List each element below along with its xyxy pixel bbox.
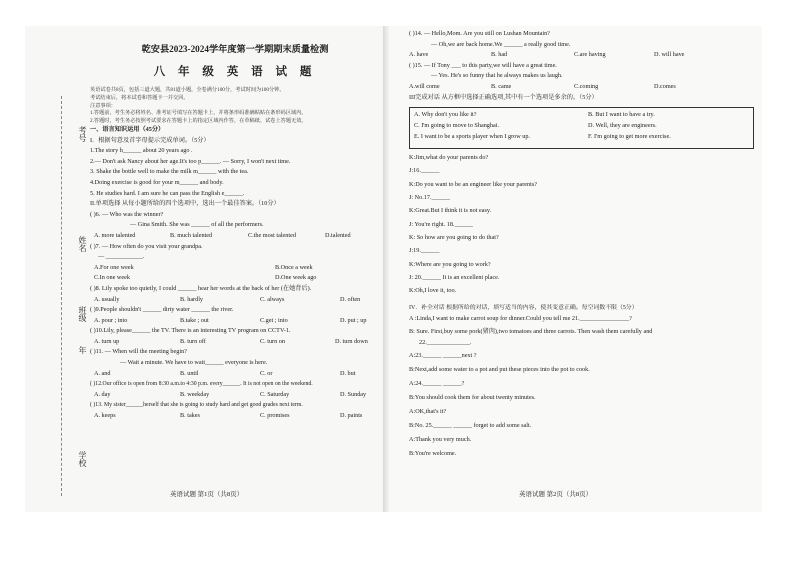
option-c: C.get ; into	[260, 316, 288, 324]
option-a: A. more talented	[94, 231, 136, 239]
scanned-exam-photo	[25, 26, 762, 512]
dialog2-line: B:You should cook them for about twenty minutes.	[409, 393, 536, 401]
dialog2-line: A:Thank you very much.	[409, 435, 472, 443]
left-content	[90, 26, 380, 423]
exam-number-label: 考号	[78, 126, 87, 142]
dialog-line: K:Do you want to be an engineer like your parents?	[409, 180, 538, 188]
dialog2-line: 22.______________.	[419, 338, 472, 346]
option-c: C. promises	[260, 412, 290, 420]
option-a: A. day	[94, 390, 111, 398]
name-label: 姓名	[78, 236, 87, 252]
box-option-f: F. I'm going to get more exercise.	[588, 133, 671, 141]
question-7: ( )7. — How often do you visit your grandpa.	[90, 242, 203, 250]
option-a: A.will come	[409, 82, 440, 90]
option-a: A. keeps	[94, 412, 116, 420]
section1-heading: I．根据句意及首字母提示完成单词。（5分）	[90, 136, 210, 144]
question-2: 2.— Don't ask Nancy about her age.It's too p______. — Sorry, I won't next time.	[90, 157, 291, 165]
question-3: 3. Shake the bottle well to make the milk m______ with the tea.	[90, 168, 249, 176]
option-c: C. or	[260, 369, 273, 377]
binding-dashed-line	[61, 96, 62, 496]
dialog2-line: A:24.______ ______?	[409, 379, 465, 387]
option-c: C.coming	[574, 82, 599, 90]
note-4: 1.答题前，考生务必将姓名、准考证号填写在答题卡上，并将条形码准确粘贴在条形码区域内。	[90, 110, 307, 117]
question-7-line2: — ____________.	[98, 253, 145, 261]
dialog2-line: A:23.______ ______next ?	[409, 351, 477, 359]
dialog-line: K:Oh,I love it, too.	[409, 287, 457, 295]
right-content	[409, 30, 754, 464]
box-option-d: D. Well, they are engineers.	[588, 122, 657, 130]
dialog-line: K: So how are you going to do that?	[409, 233, 499, 241]
question-7-options-row2	[90, 274, 380, 285]
question-9-options	[90, 317, 380, 328]
question-7-options-row1	[90, 264, 380, 275]
option-b: B. much talented	[170, 231, 213, 239]
option-c: C. always	[260, 295, 285, 303]
question-13: ( )13. My sister______herself that she is going to study hard and get good grades next term.	[90, 402, 303, 409]
dialog-line: J:19.______	[409, 247, 440, 255]
question-5: 5. He studies hard. I am sure he can pass the English e______.	[90, 189, 245, 197]
option-d: D.talented	[325, 231, 351, 239]
class-label: 班级	[78, 306, 87, 322]
grade-label: 年	[78, 346, 87, 354]
option-b: B. until	[180, 369, 199, 377]
option-d: D. put ; up	[340, 316, 367, 324]
question-10: ( )10.Lily, please______ the TV. There is an interesting TV program on CCTV-1.	[90, 327, 291, 335]
right-page-footer: 英语试题 第2页（共8页）	[519, 491, 593, 498]
question-11-options	[90, 370, 380, 381]
dialog-line: J:16.______	[409, 167, 440, 175]
box-option-b: B. But I want to have a try.	[588, 111, 655, 119]
question-1: 1.The story h______ about 20 years ago .	[90, 147, 193, 155]
dialog2-line: A :Linda,I want to make carrot soup for dinner.Could you tell me 21.________________?	[409, 314, 632, 322]
school-label: 学校	[78, 451, 87, 467]
dialog2-line: B:No. 25.______ ______ forget to add some salt.	[409, 421, 532, 429]
question-13-options	[90, 412, 380, 423]
option-c: C.the most talented	[248, 231, 296, 239]
dialog-line: J: You're right. 18.______	[409, 220, 474, 228]
option-b: B. takes	[180, 412, 200, 420]
note-2: 考试结束后，将本试卷和答题卡一并交回。	[90, 94, 189, 101]
question-11-line2: — Wait a minute. We have to wait______ everyone is here.	[120, 359, 268, 367]
question-12: ( )12.Our office is open from 8:30 a.m.to 4:30 p.m. every______. It is not open on the weekend.	[90, 381, 313, 388]
question-4: 4.Doing exercise is good for your m______ and body.	[90, 178, 224, 186]
right-page	[389, 26, 762, 512]
option-b: B. came	[491, 82, 512, 90]
option-d: D. often	[340, 295, 361, 303]
dialog-line: K:Great.But I think it is not easy.	[409, 207, 492, 215]
dialog2-line: A:OK,that's it?	[409, 407, 447, 415]
question-14-line2: — Oh,we are back home.We ______ a really good time.	[431, 40, 571, 48]
dialog2-line: B:You're welcome.	[409, 449, 457, 457]
option-a: A. pour ; into	[94, 316, 128, 324]
exam-subtitle: 八 年 级 英 语 试 题	[153, 66, 317, 79]
exam-title: 乾安县2023-2024学年度第一学期期末质量检测	[141, 44, 329, 54]
option-c: C. Saturday	[260, 390, 290, 398]
question-15-line2: — Yes. He's so funny that he always makes us laugh.	[431, 72, 563, 80]
question-8: ( )8. Lily spoke too quietly, I could ______ hear her words at the back of her (在她背后).	[90, 284, 312, 292]
option-b: B. turn off	[180, 337, 206, 345]
option-b: B. weekday	[180, 390, 210, 398]
option-b: B.Once a week	[275, 263, 313, 271]
section2-heading: II.单项选择 从每小题所给的四个选项中，选出一个最佳答案。（10分）	[90, 200, 280, 208]
exam-notes	[90, 87, 380, 126]
option-b: B.take ; out	[180, 316, 209, 324]
note-5: 2.答题时，考生务必按照考试要求在答题卡上的指定区域内作答，在草稿纸、试卷上答题无效。	[90, 118, 307, 125]
dialog-line: K:Where are you going to work?	[409, 260, 491, 268]
option-a: A. and	[94, 369, 111, 377]
box-option-e: E. I want to be a sports player when I grow up.	[414, 133, 530, 141]
note-1: 英语试卷共8页，包括三道大题，共81道小题，全卷满分100分，考试时间为100分钟。	[90, 87, 285, 94]
option-c: C. turn on	[260, 337, 285, 345]
option-a: A. have	[409, 51, 429, 59]
question-14: ( )14. — Hello,Mom. Are you still on Lushan Mountain?	[409, 30, 550, 37]
note-3: 注意事项：	[90, 102, 116, 109]
box-option-a: A. Why don't you like it?	[414, 111, 477, 119]
left-page-footer: 英语试题 第1页（共8页）	[170, 491, 244, 498]
question-6-line2: — Gina Smith. She was ______ of all the performers.	[130, 221, 264, 229]
part1-heading: 一、语言知识运用（45分）	[90, 126, 165, 133]
question-8-options	[90, 296, 380, 307]
options-box	[409, 107, 754, 149]
question-10-options	[90, 338, 380, 349]
question-15-options	[409, 83, 754, 94]
section3-heading: III完成对话 从方框中选择正确选项,其中有一个选项是多余的。（5分）	[409, 93, 598, 101]
section4-heading: IV．补全对话 根据所给的对话，填写适当的内容，使其变意正确。每空词数不限（5分）	[409, 305, 638, 312]
option-d: D. but	[340, 369, 356, 377]
option-b: B. hardly	[180, 295, 204, 303]
question-14-options	[409, 51, 754, 62]
dialog-line: J: No.17.______	[409, 194, 451, 202]
option-d: D. turn down	[335, 337, 368, 345]
option-d: D. will have	[654, 51, 685, 59]
left-page	[25, 26, 387, 512]
option-b: B. had	[491, 51, 508, 59]
option-a: A. turn up	[94, 337, 120, 345]
option-c: C.In one week	[94, 274, 130, 282]
question-12-options	[90, 391, 380, 402]
question-11: ( )11. — When will the meeting begin?	[90, 348, 187, 356]
question-15: ( )15. — If Tony ___ to this party,we will have a great time.	[409, 61, 557, 69]
option-d: D. paints	[340, 412, 363, 420]
dialog2-line: B: Sure. First,buy some pork(猪肉),two tomatoes and three carrots. Then wash them carefully and	[409, 327, 653, 335]
question-6: ( )6. — Who was the winner?	[90, 210, 164, 218]
dialog2-line: B:Next,add some water to a pot and put these pieces into the pot to cook.	[409, 365, 590, 373]
dialog-line: J: 20.______ It is an excellent place.	[409, 273, 500, 281]
box-option-c: C. I'm going to move to Shanghai.	[414, 122, 499, 130]
question-9: ( )9.People shouldn't ______ dirty water ______ the river.	[90, 306, 234, 314]
option-c: C.are having	[574, 51, 606, 59]
option-d: D. Sunday	[340, 390, 367, 398]
option-d: D.One week ago	[275, 274, 317, 282]
option-d: D.comes	[654, 82, 676, 90]
dialog-line: K:Jim,what do your parents do?	[409, 154, 489, 162]
option-a: A. usually	[94, 295, 120, 303]
binding-margin	[37, 96, 89, 496]
question-6-options	[90, 232, 380, 243]
option-a: A.For one week	[94, 263, 134, 271]
